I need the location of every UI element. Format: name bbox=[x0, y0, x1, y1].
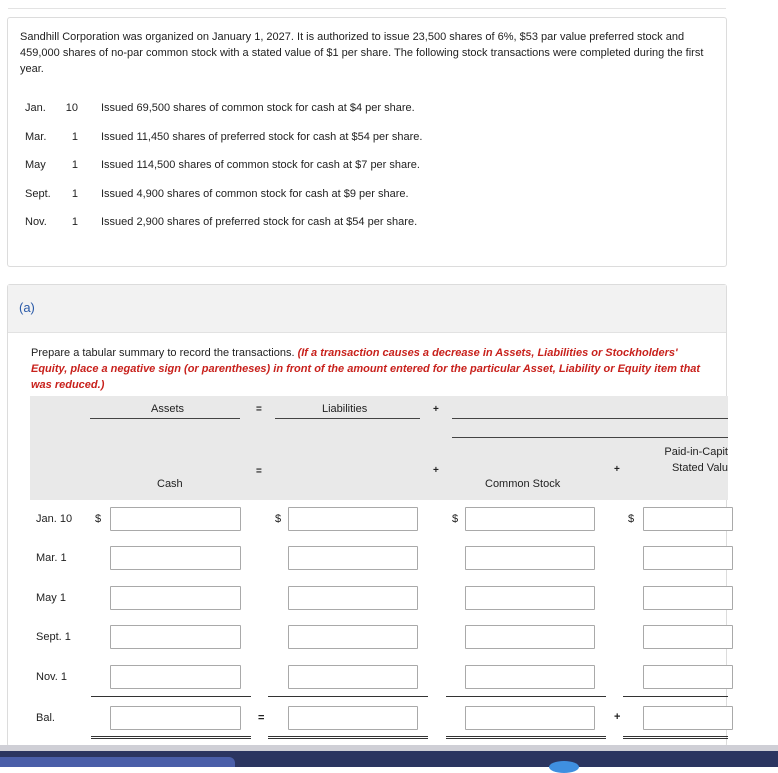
column-pic-sublabel: Stated Valu bbox=[671, 462, 728, 474]
transaction-day: 1 bbox=[71, 159, 78, 171]
part-header bbox=[8, 285, 726, 333]
instruction-note: (If a transaction causes a decrease in Assets, Liabilities or Stockholders' Equity, place a negative sign (or parentheses) in front of the amount entered for the particular Asset, Liability or Equity item that was reduced.) bbox=[31, 347, 701, 391]
problem-text: Sandhill Corporation was organized on January 1, 2027. It is authorized to issue 23,500 shares of 6%, $53 par value preferred stock and 459,000 shares of no-par common stock with a stated value of $1 per share. The following stock transactions were completed during the first year. bbox=[20, 31, 704, 75]
pic-input-nov-1[interactable] bbox=[643, 665, 733, 689]
transaction-month: Nov. bbox=[25, 216, 47, 228]
transaction-row bbox=[8, 131, 708, 147]
transaction-row bbox=[8, 216, 708, 232]
transaction-day: 1 bbox=[71, 216, 78, 228]
part-a-card bbox=[7, 284, 727, 747]
transaction-month: Mar. bbox=[25, 131, 47, 143]
transaction-row bbox=[8, 188, 708, 204]
transaction-month: May bbox=[25, 159, 46, 171]
transaction-text: Issued 69,500 shares of common stock for cash at $4 per share. bbox=[101, 102, 415, 114]
row-label-mar-1: Mar. 1 bbox=[36, 552, 67, 564]
balance-equals: = bbox=[258, 712, 265, 724]
currency-symbol: $ bbox=[452, 513, 459, 525]
transaction-text: Issued 4,900 shares of common stock for cash at $9 per share. bbox=[101, 188, 409, 200]
transaction-text: Issued 11,450 shares of preferred stock for cash at $54 per share. bbox=[101, 131, 423, 143]
common-stock-input-mar-1[interactable] bbox=[465, 546, 595, 570]
transaction-month: Sept. bbox=[25, 188, 51, 200]
header-plus: + bbox=[433, 404, 439, 415]
column-common-stock: Common Stock bbox=[485, 478, 561, 490]
sum-line bbox=[91, 696, 251, 697]
common-stock-input-may-1[interactable] bbox=[465, 586, 595, 610]
header-equals: = bbox=[256, 404, 262, 415]
pic-input-sept-1[interactable] bbox=[643, 625, 733, 649]
common-stock-input-balance[interactable] bbox=[465, 706, 595, 730]
currency-symbol: $ bbox=[628, 513, 635, 525]
sum-line bbox=[446, 696, 606, 697]
header-assets: Assets bbox=[151, 403, 185, 415]
taskbar-indicator-icon bbox=[549, 761, 579, 773]
common-stock-input-nov-1[interactable] bbox=[465, 665, 595, 689]
header-underline bbox=[452, 418, 728, 419]
instruction-text: Prepare a tabular summary to record the transactions. bbox=[31, 347, 295, 359]
transaction-day: 1 bbox=[71, 188, 78, 200]
cash-input-sept-1[interactable] bbox=[110, 625, 241, 649]
instructions bbox=[31, 345, 711, 393]
liabilities-input-jan-10[interactable] bbox=[288, 507, 418, 531]
cash-input-balance[interactable] bbox=[110, 706, 241, 730]
liabilities-input-sept-1[interactable] bbox=[288, 625, 418, 649]
part-label: (a) bbox=[19, 300, 35, 315]
column-pic-label: Paid-in-Capit bbox=[664, 446, 728, 458]
row-label-balance: Bal. bbox=[36, 712, 55, 724]
transaction-month: Jan. bbox=[25, 102, 46, 114]
pic-input-may-1[interactable] bbox=[643, 586, 733, 610]
double-underline bbox=[623, 736, 728, 739]
transaction-text: Issued 114,500 shares of common stock for cash at $7 per share. bbox=[101, 159, 420, 171]
balance-plus: + bbox=[614, 711, 621, 723]
common-stock-input-sept-1[interactable] bbox=[465, 625, 595, 649]
liabilities-input-may-1[interactable] bbox=[288, 586, 418, 610]
cash-input-mar-1[interactable] bbox=[110, 546, 241, 570]
currency-symbol: $ bbox=[275, 513, 282, 525]
liabilities-input-mar-1[interactable] bbox=[288, 546, 418, 570]
liabilities-input-balance[interactable] bbox=[288, 706, 418, 730]
sum-line bbox=[268, 696, 428, 697]
double-underline bbox=[268, 736, 428, 739]
column-cash: Cash bbox=[157, 478, 183, 490]
currency-symbol: $ bbox=[95, 513, 102, 525]
problem-statement-card bbox=[7, 17, 727, 267]
double-underline bbox=[446, 736, 606, 739]
taskbar-tab[interactable] bbox=[0, 757, 235, 767]
equity-underline bbox=[452, 437, 728, 438]
header-underline bbox=[275, 418, 420, 419]
cash-input-nov-1[interactable] bbox=[110, 665, 241, 689]
transaction-row bbox=[8, 102, 708, 118]
cash-input-jan-10[interactable] bbox=[110, 507, 241, 531]
header-underline bbox=[90, 418, 240, 419]
column-equals: = bbox=[256, 466, 262, 477]
top-divider bbox=[8, 8, 726, 9]
row-label-jan-10: Jan. 10 bbox=[36, 513, 73, 525]
table-header bbox=[30, 396, 728, 500]
liabilities-input-nov-1[interactable] bbox=[288, 665, 418, 689]
pic-input-balance[interactable] bbox=[643, 706, 733, 730]
column-plus: + bbox=[614, 464, 620, 475]
transaction-day: 1 bbox=[71, 131, 78, 143]
common-stock-input-jan-10[interactable] bbox=[465, 507, 595, 531]
transaction-text: Issued 2,900 shares of preferred stock for cash at $54 per share. bbox=[101, 216, 418, 228]
transaction-row bbox=[8, 159, 708, 175]
sum-line bbox=[623, 696, 728, 697]
double-underline bbox=[91, 736, 251, 739]
pic-input-jan-10[interactable] bbox=[643, 507, 733, 531]
column-plus: + bbox=[433, 465, 439, 476]
header-liabilities: Liabilities bbox=[322, 403, 368, 415]
cash-input-may-1[interactable] bbox=[110, 586, 241, 610]
row-label-sept-1: Sept. 1 bbox=[36, 631, 71, 643]
row-label-may-1: May 1 bbox=[36, 592, 66, 604]
pic-input-mar-1[interactable] bbox=[643, 546, 733, 570]
transaction-day: 10 bbox=[65, 102, 78, 114]
row-label-nov-1: Nov. 1 bbox=[36, 671, 67, 683]
